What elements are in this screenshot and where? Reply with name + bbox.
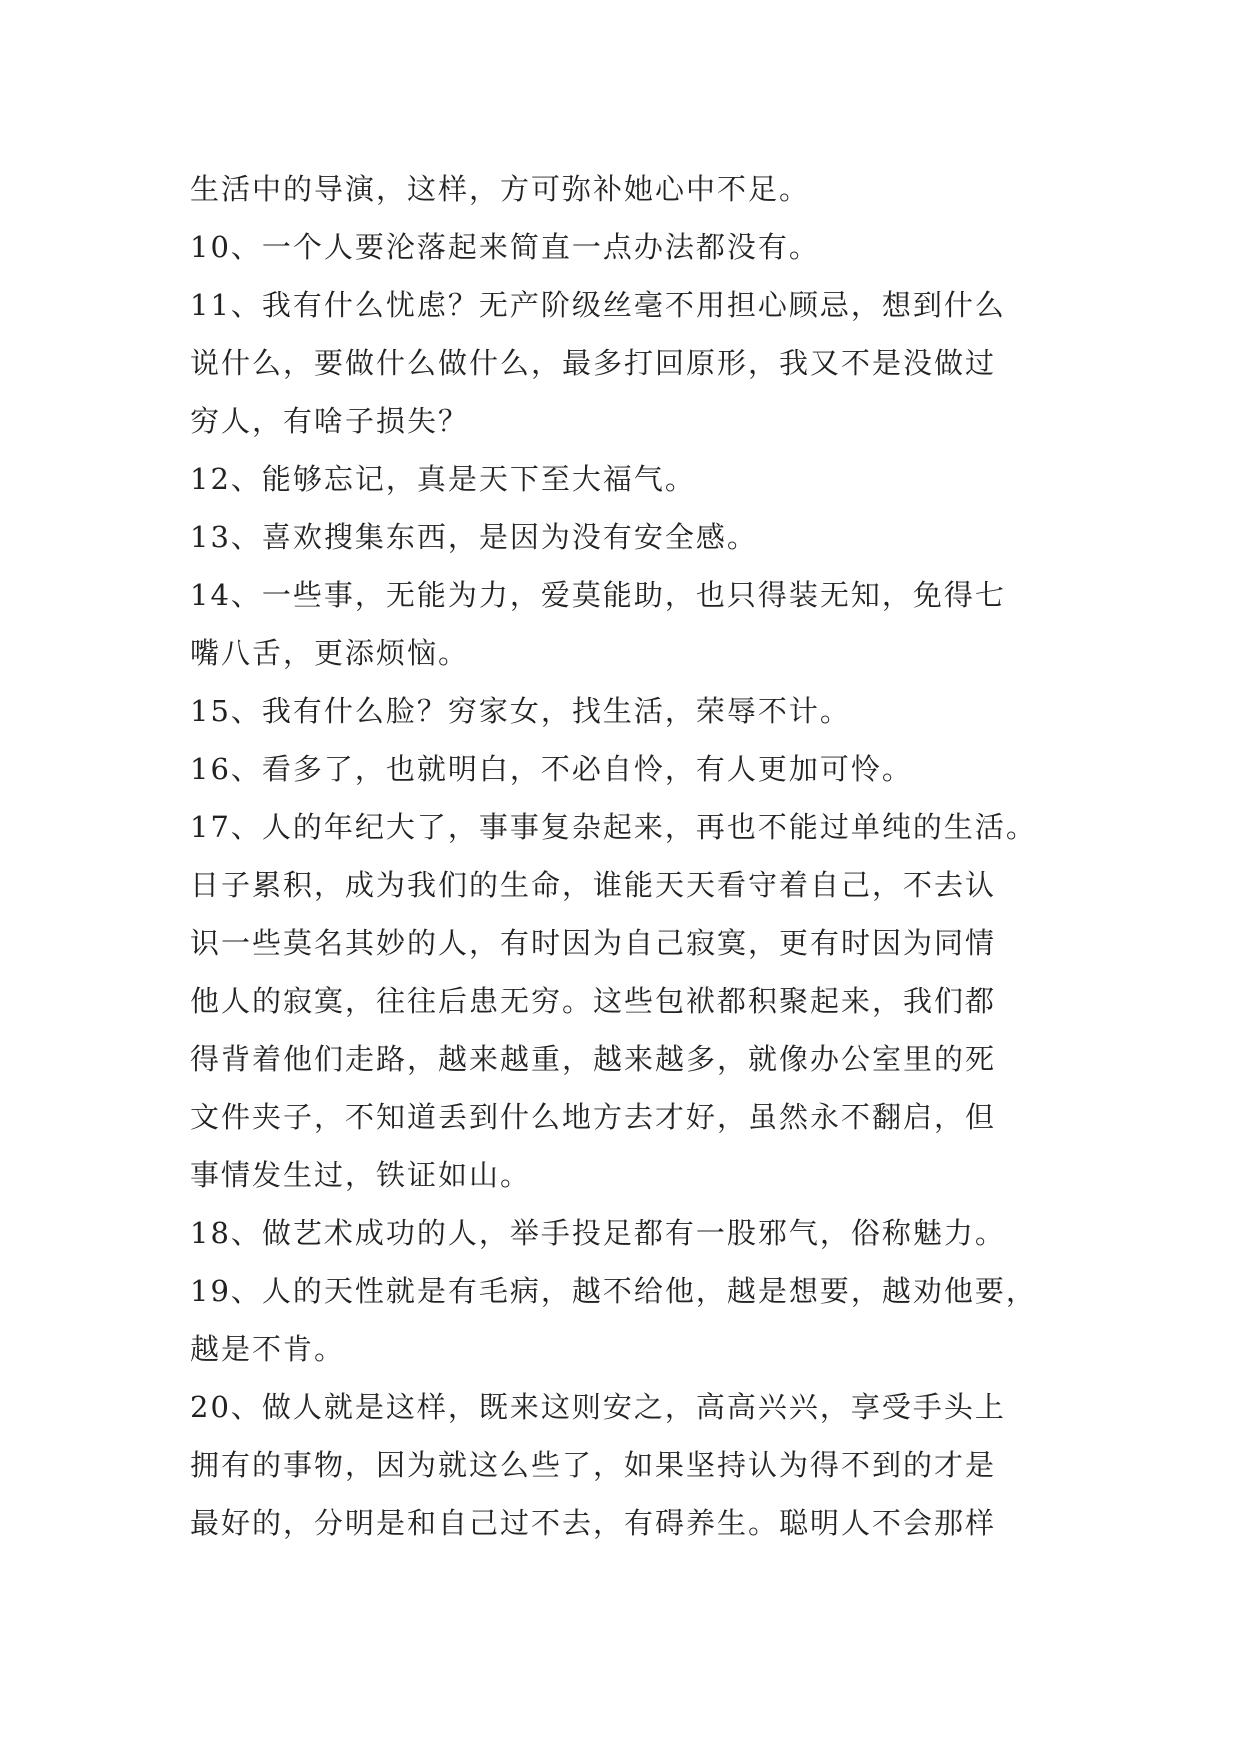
text-line: 16、看多了，也就明白，不必自怜，有人更加可怜。: [190, 752, 913, 786]
text-line: 日子累积，成为我们的生命，谁能天天看守着自己，不去认: [190, 868, 997, 902]
text-line: 嘴八舌，更添烦恼。: [190, 636, 470, 670]
text-line: 10、一个人要沦落起来简直一点办法都没有。: [190, 230, 820, 264]
text-line: 14、一些事，无能为力，爱莫能助，也只得装无知，免得七: [190, 578, 1006, 612]
text-line: 19、人的天性就是有毛病，越不给他，越是想要，越劝他要，: [190, 1274, 1037, 1308]
text-line: 11、我有什么忧虑？无产阶级丝毫不用担心顾忌，想到什么: [190, 288, 1006, 322]
text-line: 15、我有什么脸？穷家女，找生活，荣辱不计。: [190, 694, 851, 728]
text-line: 20、做人就是这样，既来这则安之，高高兴兴，享受手头上: [190, 1390, 1006, 1424]
text-line: 拥有的事物，因为就这么些了，如果坚持认为得不到的才是: [190, 1448, 997, 1482]
text-line: 18、做艺术成功的人，举手投足都有一股邪气，俗称魅力。: [190, 1216, 1006, 1250]
text-line: 得背着他们走路，越来越重，越来越多，就像办公室里的死: [190, 1042, 997, 1076]
text-line: 他人的寂寞，往往后患无穷。这些包袱都积聚起来，我们都: [190, 984, 997, 1018]
text-line: 穷人，有啥子损失？: [190, 404, 470, 438]
text-line: 生活中的导演，这样，方可弥补她心中不足。: [190, 172, 811, 206]
text-line: 识一些莫名其妙的人，有时因为自己寂寞，更有时因为同情: [190, 926, 997, 960]
text-line: 17、人的年纪大了，事事复杂起来，再也不能过单纯的生活。: [190, 810, 1037, 844]
text-line: 事情发生过，铁证如山。: [190, 1158, 532, 1192]
text-line: 说什么，要做什么做什么，最多打回原形，我又不是没做过: [190, 346, 997, 380]
text-line: 文件夹子，不知道丢到什么地方去才好，虽然永不翻启，但: [190, 1100, 997, 1134]
document-body: [190, 160, 1090, 1552]
text-line: 12、能够忘记，真是天下至大福气。: [190, 462, 696, 496]
text-line: 越是不肯。: [190, 1332, 346, 1366]
text-line: 13、喜欢搜集东西，是因为没有安全感。: [190, 520, 758, 554]
text-line: 最好的，分明是和自己过不去，有碍养生。聪明人不会那样: [190, 1506, 997, 1540]
